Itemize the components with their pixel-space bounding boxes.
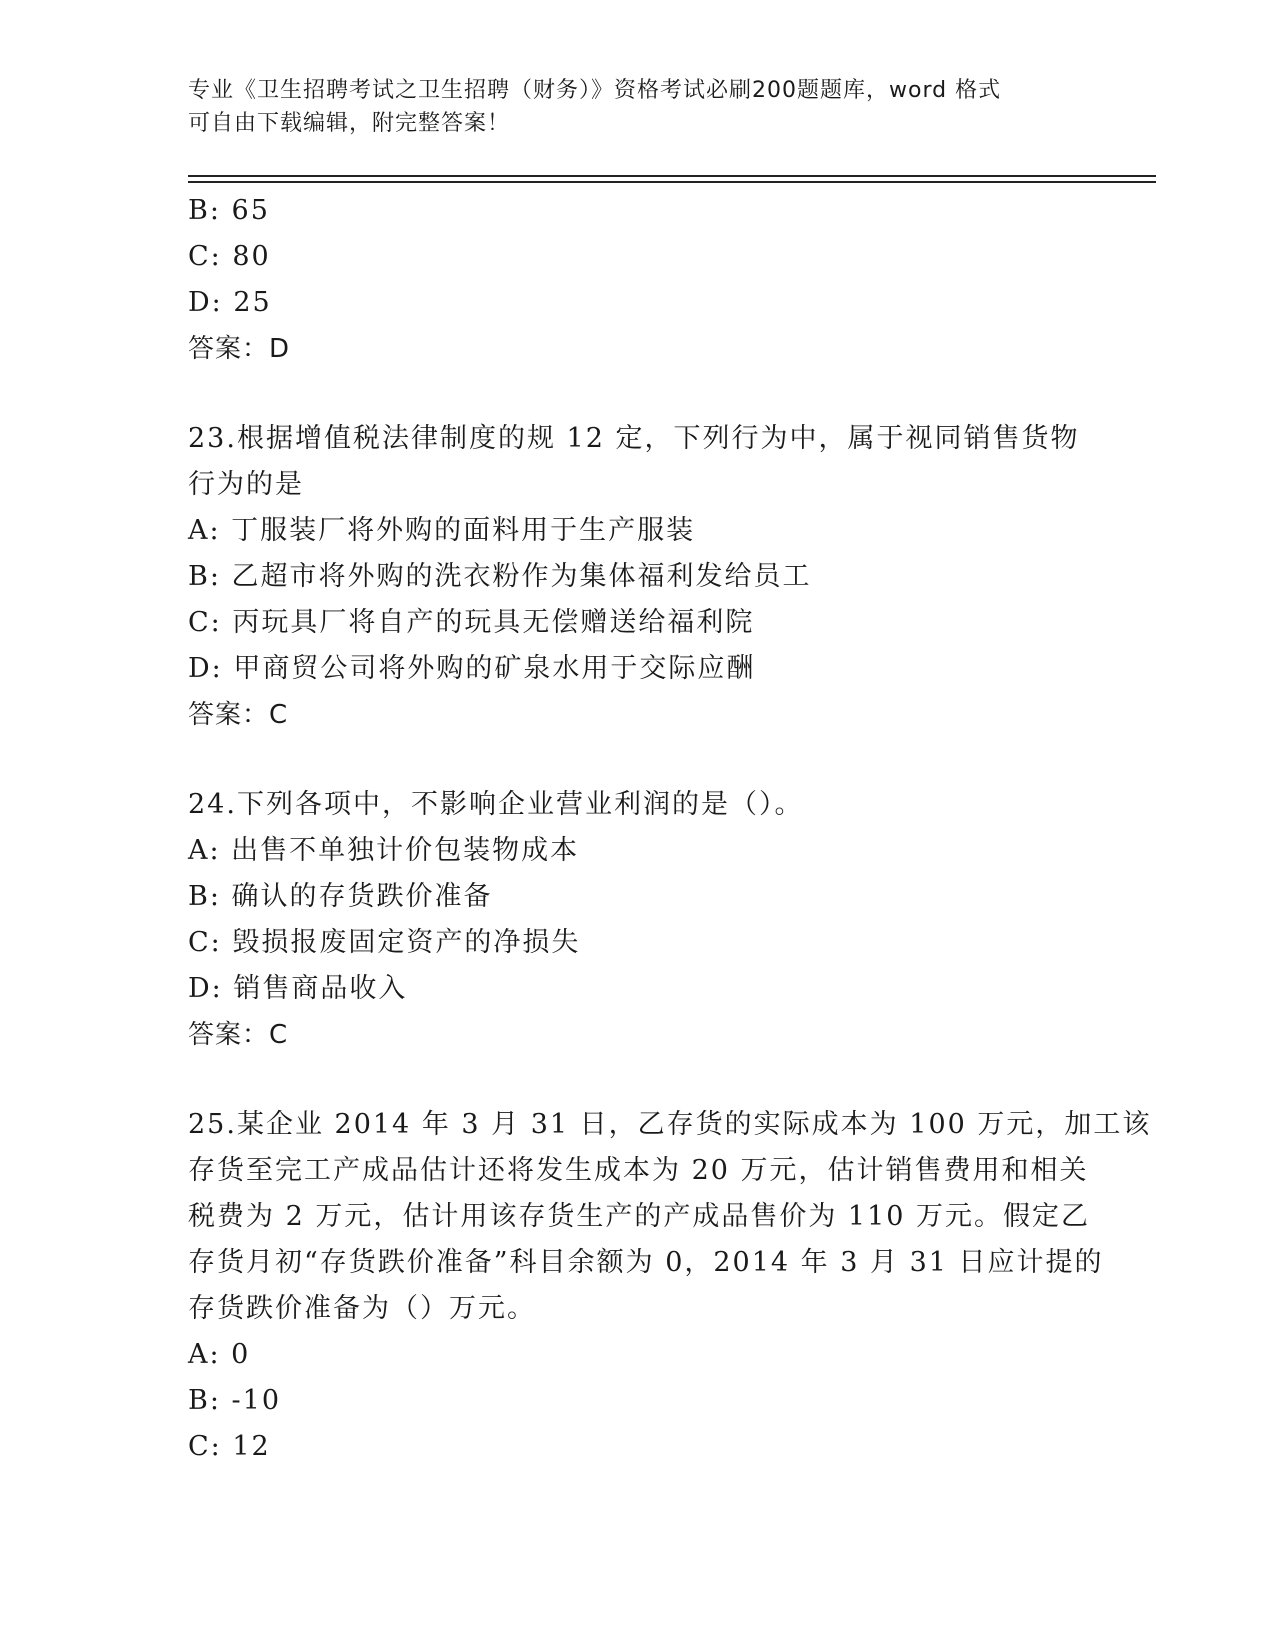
question-stem-line-1: 23.根据增值税法律制度的规 12 定，下列行为中，属于视同销售货物 <box>188 423 1080 454</box>
answer-line: 答案：D <box>188 334 291 364</box>
question-stem-line-5: 存货跌价准备为（）万元。 <box>188 1293 536 1324</box>
answer-line: 答案：C <box>188 700 289 730</box>
question-stem-line-1: 24.下列各项中，不影响企业营业利润的是（）。 <box>188 789 804 820</box>
option-d: D: 25 <box>188 287 272 318</box>
option-c: C: 丙玩具厂将自产的玩具无偿赠送给福利院 <box>188 607 755 638</box>
question-block-23 <box>188 416 1088 738</box>
document-header <box>188 74 1068 140</box>
header-rule-top <box>188 175 1156 177</box>
header-rule-bottom <box>188 181 1156 183</box>
question-block-25 <box>188 1102 1152 1470</box>
question-list <box>188 188 1152 1470</box>
question-stem-line-1: 25.某企业 2014 年 3 月 31 日，乙存货的实际成本为 100 万元，加工该 <box>188 1109 1152 1140</box>
header-title-line-1: 专业《卫生招聘考试之卫生招聘（财务）》资格考试必刷200题题库，word 格式 <box>188 78 1002 103</box>
question-stem-line-2: 行为的是 <box>188 469 304 500</box>
option-b: B: 65 <box>188 195 270 226</box>
header-title-line-2: 可自由下载编辑，附完整答案！ <box>188 111 511 136</box>
option-b: B: 乙超市将外购的洗衣粉作为集体福利发给员工 <box>188 561 812 592</box>
answer-line: 答案：C <box>188 1020 289 1050</box>
option-b: B: 确认的存货跌价准备 <box>188 881 493 912</box>
option-d: D: 甲商贸公司将外购的矿泉水用于交际应酬 <box>188 653 756 684</box>
question-stem-line-4: 存货月初“存货跌价准备”科目余额为 0，2014 年 3 月 31 日应计提的 <box>188 1247 1104 1278</box>
question-block-24 <box>188 782 1088 1058</box>
question-stem-line-3: 税费为 2 万元，估计用该存货生产的产成品售价为 110 万元。假定乙 <box>188 1201 1091 1232</box>
option-d: D: 销售商品收入 <box>188 973 408 1004</box>
option-a: A: 出售不单独计价包装物成本 <box>188 835 580 866</box>
option-c: C: 毁损报废固定资产的净损失 <box>188 927 581 958</box>
option-c: C: 80 <box>188 241 271 272</box>
option-c: C: 12 <box>188 1431 271 1462</box>
option-b: B: -10 <box>188 1385 281 1416</box>
question-stem-line-2: 存货至完工产成品估计还将发生成本为 20 万元，估计销售费用和相关 <box>188 1155 1089 1186</box>
question-block-22 <box>188 188 1088 372</box>
option-a: A: 0 <box>188 1339 251 1370</box>
option-a: A: 丁服装厂将外购的面料用于生产服装 <box>188 515 696 546</box>
